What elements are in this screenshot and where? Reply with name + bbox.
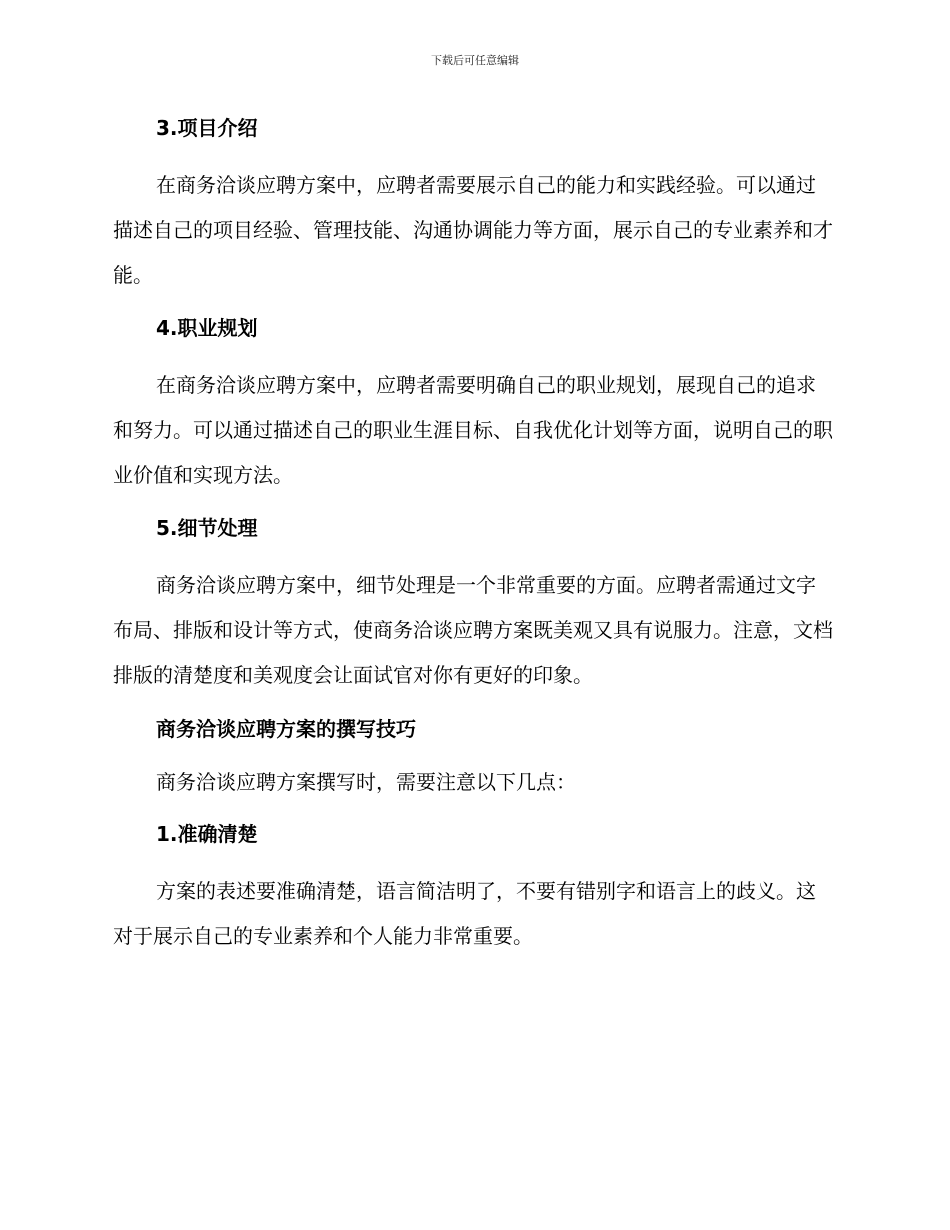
page-header: 下载后可任意编辑: [431, 54, 519, 67]
section-paragraph-details: 商务洽谈应聘方案中，细节处理是一个非常重要的方面。应聘者需通过文字布局、排版和设计等方式，使商务洽谈应聘方案既美观又具有说服力。注意，文档排版的清楚度和美观度会让面试官对你有更好的印象。: [113, 573, 833, 687]
section-paragraph-project-intro: 在商务洽谈应聘方案中，应聘者需要展示自己的能力和实践经验。可以通过描述自己的项目经验、管理技能、沟通协调能力等方面，展示自己的专业素养和才能。: [113, 173, 833, 287]
section-heading-details: 5.细节处理: [156, 516, 258, 540]
section-paragraph-writing-tips: 商务洽谈应聘方案撰写时，需要注意以下几点：: [156, 770, 576, 794]
section-heading-accurate-clear: 1.准确清楚: [156, 822, 258, 846]
section-heading-career-plan: 4.职业规划: [156, 316, 258, 340]
document-body: [113, 112, 833, 959]
section-paragraph-accurate-clear: 方案的表述要准确清楚，语言简洁明了，不要有错别字和语言上的歧义。这对于展示自己的专业素养和个人能力非常重要。: [113, 879, 816, 948]
section-heading-project-intro: 3.项目介绍: [156, 116, 258, 140]
section-heading-writing-tips: 商务洽谈应聘方案的撰写技巧: [156, 717, 416, 741]
section-paragraph-career-plan: 在商务洽谈应聘方案中，应聘者需要明确自己的职业规划，展现自己的追求和努力。可以通过描述自己的职业生涯目标、自我优化计划等方面，说明自己的职业价值和实现方法。: [113, 373, 833, 487]
